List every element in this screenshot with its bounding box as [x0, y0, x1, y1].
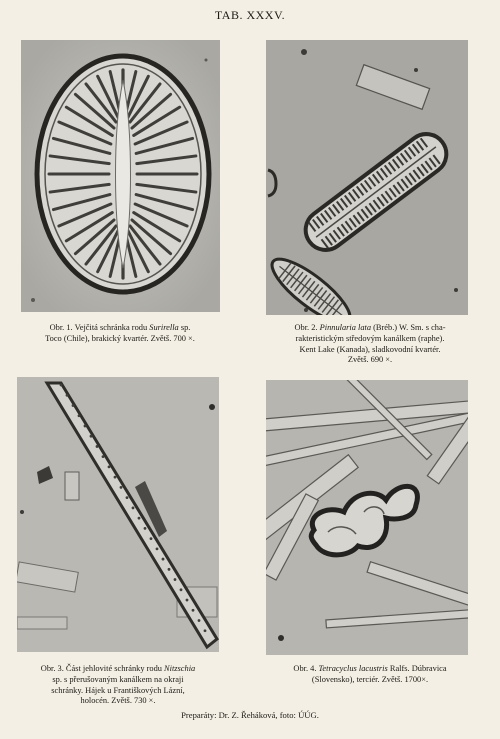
figure-4-label: Obr. 4. [293, 664, 317, 673]
figure-1-photo [21, 40, 220, 312]
figure-3-photo [17, 377, 219, 652]
figure-1-label: Obr. 1. [49, 323, 73, 332]
figure-2-magnification: Zvětš. 690 ×. [347, 355, 393, 365]
figure-4-text: Ralfs. Dúbravica [389, 664, 447, 673]
surirella-diatom-image [21, 40, 220, 312]
figure-4-caption [262, 664, 478, 686]
plate-title: TAB. XXXV. [214, 8, 286, 22]
figure-4-locality: (Slovensko), terciér. Zvětš. 1700×. [311, 674, 429, 684]
photo-credit: Preparáty: Dr. Z. Řeháková, foto: ÚÚG. [181, 710, 319, 720]
figure-4-taxon: Tetracyclus lacustris [318, 664, 388, 673]
figure-1-text: Vejčitá schránka rodu [74, 323, 148, 332]
figure-2-text: (Bréb.) W. Sm. s cha- [373, 323, 446, 332]
figure-1-caption [14, 323, 226, 345]
figure-4-photo [266, 380, 468, 655]
figure-3-label: Obr. 3. [40, 664, 64, 673]
figure-2-caption [264, 323, 476, 366]
figure-1-text-end: sp. [180, 323, 191, 332]
figure-3-magnification: holocén. Zvětš. 730 ×. [80, 696, 156, 706]
figure-3-caption [12, 664, 224, 707]
figure-2-locality: Kent Lake (Kanada), sladkovodní kvartér. [299, 344, 441, 354]
figure-3-description: sp. s přerušovaným kanálkem na okraji [52, 674, 184, 684]
figure-2-taxon: Pinnularia lata [319, 323, 372, 332]
figure-3-locality: schránky. Hájek u Františkových Lázní, [51, 685, 185, 695]
tetracyclus-diatom-image [266, 380, 468, 655]
figure-3-taxon: Nitzschia [164, 664, 196, 673]
pinnularia-diatom-image [266, 40, 468, 315]
figure-3-text: Část jehlovité schránky rodu [65, 664, 162, 673]
figure-2-description: rakteristickým středovým kanálkem (raphe). [295, 333, 445, 343]
figure-2-label: Obr. 2. [294, 323, 318, 332]
nitzschia-diatom-image [17, 377, 219, 652]
figure-1-locality: Toco (Chile), brakický kvartér. Zvětš. 700 ×. [45, 333, 195, 343]
figure-1-taxon: Surirella [149, 323, 179, 332]
figure-2-photo [266, 40, 468, 315]
